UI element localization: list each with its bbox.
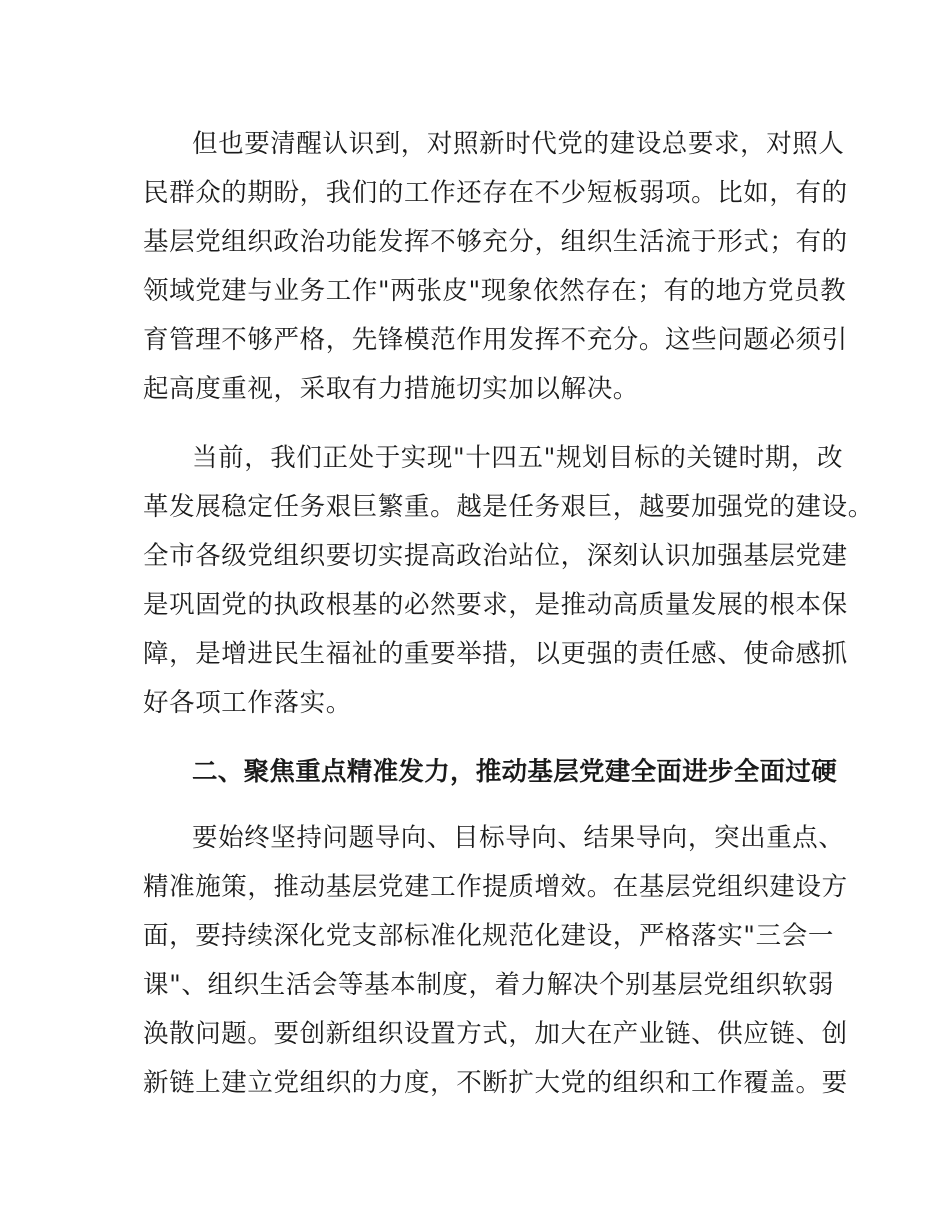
paragraph-2-line-5: 障，是增进民生福祉的重要举措，以更强的责任感、使命感抓 [143,639,848,669]
paragraph-2-line-1: 当前，我们正处于实现"十四五"规划目标的关键时期，改 [192,443,844,473]
paragraph-2-line-6: 好各项工作落实。 [143,688,352,718]
paragraph-3-line-2: 精准施策，推动基层党建工作提质增效。在基层党组织建设方 [143,872,848,902]
paragraph-3-line-5: 涣散问题。要创新组织设置方式，加大在产业链、供应链、创 [143,1019,848,1049]
paragraph-3-line-6: 新链上建立党组织的力度，不断扩大党的组织和工作覆盖。要 [143,1068,848,1098]
section-heading: 二、聚焦重点精准发力，推动基层党建全面进步全面过硬 [192,757,838,787]
paragraph-1-line-4: 领域党建与业务工作"两张皮"现象依然存在；有的地方党员教 [143,276,847,306]
paragraph-2-line-2: 革发展稳定任务艰巨繁重。越是任务艰巨，越要加强党的建设。 [143,492,874,522]
paragraph-1-line-6: 起高度重视，采取有力措施切实加以解决。 [143,374,639,404]
paragraph-1-line-2: 民群众的期盼，我们的工作还存在不少短板弱项。比如，有的 [143,178,848,208]
paragraph-1-line-5: 育管理不够严格，先锋模范作用发挥不充分。这些问题必须引 [143,325,848,355]
paragraph-3-line-1: 要始终坚持问题导向、目标导向、结果导向，突出重点、 [192,823,845,853]
paragraph-1-line-3: 基层党组织政治功能发挥不够充分，组织生活流于形式；有的 [143,227,848,257]
paragraph-3-line-4: 课"、组织生活会等基本制度，着力解决个别基层党组织软弱 [143,970,834,1000]
paragraph-2-line-3: 全市各级党组织要切实提高政治站位，深刻认识加强基层党建 [143,541,848,571]
paragraph-2-line-4: 是巩固党的执政根基的必然要求，是推动高质量发展的根本保 [143,590,848,620]
paragraph-1-line-1: 但也要清醒认识到，对照新时代党的建设总要求，对照人 [192,129,845,159]
paragraph-3-line-3: 面，要持续深化党支部标准化规范化建设，严格落实"三会一 [143,921,834,951]
